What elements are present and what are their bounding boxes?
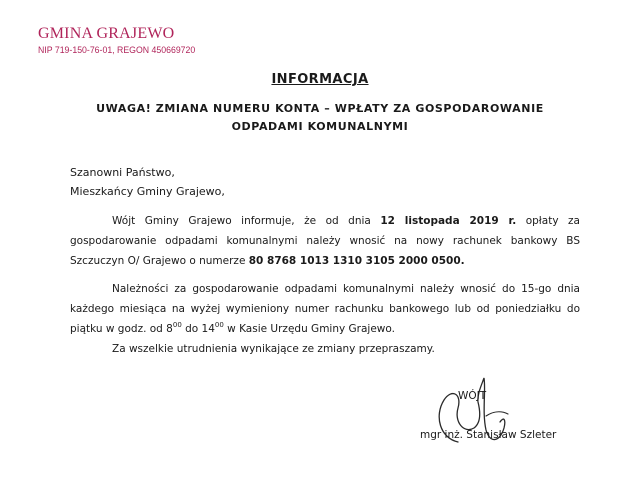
paragraph2-text-c: w Kasie Urzędu Gminy Grajewo.: [223, 323, 395, 335]
greeting-line-2: Mieszkańcy Gminy Grajewo,: [70, 185, 225, 198]
stamp-tax-ids: NIP 719-150-76-01, REGON 450669720: [38, 45, 196, 56]
municipality-stamp: [38, 26, 209, 56]
hour-to-minutes: 00: [214, 321, 224, 329]
bank-account-number: 80 8768 1013 1310 3105 2000 0500.: [248, 255, 465, 267]
greeting-line-1: Szanowni Państwo,: [70, 166, 175, 179]
paragraph1-text-b: opłaty za gospodarowanie odpadami komunalnymi należy wnosić na nowy rachunek bankowy BS Szczuczyn O/ Grajewo o numerze: [70, 215, 580, 267]
paragraph-account-change: [70, 211, 580, 271]
paragraph2-text-b: do 14: [181, 323, 215, 335]
paragraph-payment-deadline: [70, 279, 580, 339]
document-title: INFORMACJA: [271, 72, 369, 87]
subtitle-line-2: ODPADAMI KOMUNALNYMI: [231, 120, 409, 133]
document-subtitle: [0, 100, 640, 136]
paragraph-apology: [70, 339, 580, 359]
subtitle-line-1: UWAGA! ZMIANA NUMERU KONTA – WPŁATY ZA GOSPODAROWANIE: [96, 102, 544, 115]
greeting: [70, 163, 225, 201]
signatory-role: WÓJT: [458, 390, 487, 402]
hour-from-minutes: 00: [172, 321, 182, 329]
paragraph3-text: Za wszelkie utrudnienia wynikające ze zmiany przepraszamy.: [112, 343, 435, 355]
change-date: 12 listopada 2019 r.: [380, 215, 517, 227]
paragraph2-text-a: Należności za gospodarowanie odpadami komunalnymi należy wnosić do 15-go dnia każdego miesiąca na wyżej wymieniony numer rachunku bankowego lub od poniedziałku do piątku w godz. od 8: [70, 283, 580, 335]
stamp-name: GMINA GRAJEWO: [38, 25, 175, 42]
paragraph1-text-a: Wójt Gminy Grajewo informuje, że od dnia: [112, 215, 381, 227]
signatory-name: mgr inż. Stanisław Szleter: [420, 429, 557, 441]
